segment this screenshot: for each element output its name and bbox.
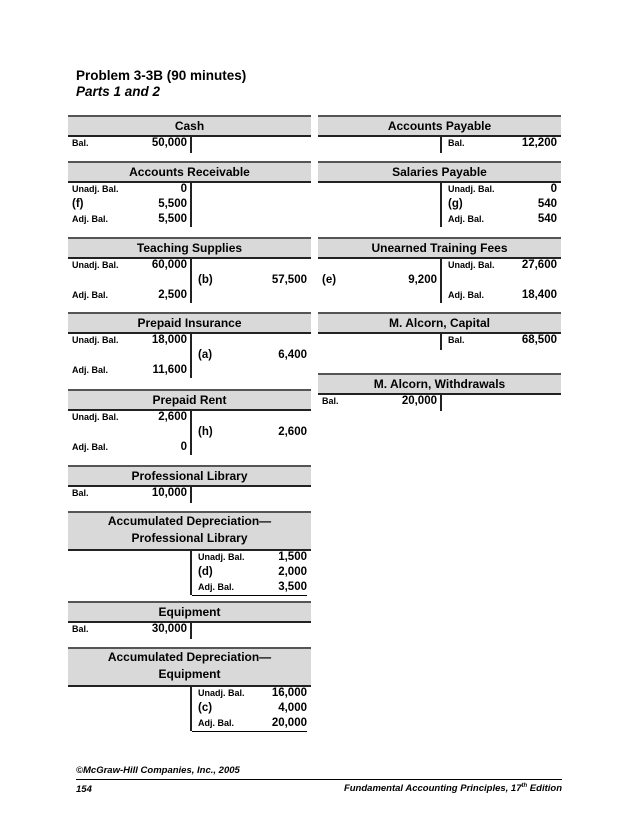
t-account-accounts-payable bbox=[318, 115, 561, 152]
adj-bal-value: 540 bbox=[537, 213, 557, 225]
t-account-accounts-receivable bbox=[68, 161, 311, 228]
t-divider bbox=[190, 487, 192, 503]
adj-a-label: (a) bbox=[198, 349, 213, 361]
adj-a-value: 6,400 bbox=[278, 349, 307, 361]
bal-label: Bal. bbox=[72, 138, 89, 148]
total-underline bbox=[192, 731, 307, 732]
t-divider bbox=[190, 411, 192, 455]
book-title bbox=[344, 783, 562, 794]
unadj-label: Unadj. Bal. bbox=[198, 688, 245, 698]
adj-e-label: (e) bbox=[322, 274, 337, 286]
t-divider bbox=[440, 259, 442, 303]
adj-bal-label: Adj. Bal. bbox=[72, 442, 109, 452]
t-account-equipment bbox=[68, 601, 311, 638]
account-title: Teaching Supplies bbox=[68, 237, 311, 259]
t-account-salaries-payable bbox=[318, 161, 561, 228]
t-divider bbox=[440, 395, 442, 411]
account-title: M. Alcorn, Capital bbox=[318, 312, 561, 334]
account-title bbox=[68, 511, 311, 551]
t-divider bbox=[190, 623, 192, 639]
account-title: Professional Library bbox=[68, 465, 311, 487]
unadj-label: Unadj. Bal. bbox=[448, 184, 495, 194]
unadj-label: Unadj. Bal. bbox=[448, 260, 495, 270]
adj-bal-label: Adj. Bal. bbox=[448, 214, 485, 224]
total-underline bbox=[192, 595, 307, 596]
account-title: Salaries Payable bbox=[318, 161, 561, 183]
adj-c-value: 4,000 bbox=[278, 702, 307, 714]
problem-title: Problem 3-3B (90 minutes) bbox=[76, 68, 247, 83]
unadj-value: 60,000 bbox=[151, 259, 187, 271]
unadj-label: Unadj. Bal. bbox=[72, 335, 119, 345]
t-divider bbox=[440, 183, 442, 227]
t-divider bbox=[190, 687, 192, 731]
adj-d-label: (d) bbox=[198, 566, 213, 578]
adj-b-value: 57,500 bbox=[271, 274, 307, 286]
t-account-unearned-training-fees bbox=[318, 237, 561, 304]
account-title: M. Alcorn, Withdrawals bbox=[318, 373, 561, 395]
unadj-value: 0 bbox=[180, 183, 187, 195]
account-title: Prepaid Rent bbox=[68, 389, 311, 411]
t-account-prepaid-rent bbox=[68, 389, 311, 456]
adj-c-label: (c) bbox=[198, 702, 213, 714]
adj-bal-value: 11,600 bbox=[152, 364, 187, 376]
t-account-accum-dep-equipment bbox=[68, 647, 311, 732]
account-title: Equipment bbox=[68, 601, 311, 623]
account-title-line1: Accumulated Depreciation— bbox=[107, 650, 272, 664]
adj-g-value: 540 bbox=[537, 198, 557, 210]
adj-bal-value: 5,500 bbox=[158, 213, 187, 225]
adj-g-label: (g) bbox=[448, 198, 463, 210]
bal-value: 68,500 bbox=[521, 334, 557, 346]
unadj-value: 2,600 bbox=[158, 411, 187, 423]
bal-label: Bal. bbox=[72, 624, 89, 634]
t-account-professional-library bbox=[68, 465, 311, 502]
unadj-value: 27,600 bbox=[521, 259, 557, 271]
bal-value: 30,000 bbox=[151, 623, 187, 635]
adj-bal-label: Adj. Bal. bbox=[198, 718, 235, 728]
bal-value: 12,200 bbox=[521, 137, 557, 149]
t-divider bbox=[440, 137, 442, 153]
problem-subtitle: Parts 1 and 2 bbox=[76, 84, 161, 99]
unadj-value: 0 bbox=[550, 183, 557, 195]
bal-value: 50,000 bbox=[151, 137, 187, 149]
account-title: Accounts Receivable bbox=[68, 161, 311, 183]
account-title-line2: Equipment bbox=[158, 667, 221, 681]
unadj-label: Unadj. Bal. bbox=[198, 552, 245, 562]
adj-bal-label: Adj. Bal. bbox=[72, 290, 109, 300]
bal-value: 10,000 bbox=[151, 487, 187, 499]
adj-bal-value: 3,500 bbox=[278, 581, 307, 593]
t-divider bbox=[440, 334, 442, 350]
unadj-label: Unadj. Bal. bbox=[72, 260, 119, 270]
footer-rule bbox=[76, 779, 562, 780]
copyright: ©McGraw-Hill Companies, Inc., 2005 bbox=[76, 765, 240, 776]
unadj-value: 1,500 bbox=[278, 551, 307, 563]
account-title: Cash bbox=[68, 115, 311, 137]
adj-e-value: 9,200 bbox=[408, 274, 437, 286]
adj-bal-label: Adj. Bal. bbox=[72, 365, 109, 375]
t-divider bbox=[190, 334, 192, 378]
adj-h-label: (h) bbox=[198, 426, 213, 438]
bal-label: Bal. bbox=[72, 488, 89, 498]
unadj-value: 18,000 bbox=[151, 334, 187, 346]
account-title: Prepaid Insurance bbox=[68, 312, 311, 334]
unadj-label: Unadj. Bal. bbox=[72, 184, 119, 194]
page-number: 154 bbox=[76, 784, 92, 795]
account-title: Unearned Training Fees bbox=[318, 237, 561, 259]
t-account-teaching-supplies bbox=[68, 237, 311, 304]
bal-label: Bal. bbox=[448, 335, 465, 345]
adj-bal-label: Adj. Bal. bbox=[198, 582, 235, 592]
t-account-accum-dep-library bbox=[68, 511, 311, 596]
account-title: Accounts Payable bbox=[318, 115, 561, 137]
bal-label: Bal. bbox=[322, 396, 339, 406]
adj-bal-label: Adj. Bal. bbox=[72, 214, 109, 224]
bal-value: 20,000 bbox=[401, 395, 437, 407]
unadj-label: Unadj. Bal. bbox=[72, 412, 119, 422]
book-title-sup: th bbox=[521, 783, 528, 789]
t-account-prepaid-insurance bbox=[68, 312, 311, 379]
t-divider bbox=[190, 259, 192, 303]
t-divider bbox=[190, 137, 192, 153]
adj-bal-value: 18,400 bbox=[521, 289, 557, 301]
account-title bbox=[68, 647, 311, 687]
adj-bal-label: Adj. Bal. bbox=[448, 290, 485, 300]
t-divider bbox=[190, 183, 192, 227]
bal-label: Bal. bbox=[448, 138, 465, 148]
adj-f-value: 5,500 bbox=[158, 198, 187, 210]
t-divider bbox=[190, 551, 192, 595]
adj-bal-value: 2,500 bbox=[158, 289, 187, 301]
t-account-withdrawals bbox=[318, 373, 561, 410]
adj-bal-value: 20,000 bbox=[271, 717, 307, 729]
unadj-value: 16,000 bbox=[271, 687, 307, 699]
t-account-cash bbox=[68, 115, 311, 152]
book-title-end: Edition bbox=[527, 783, 562, 795]
book-title-text: Fundamental Accounting Principles, 17 bbox=[343, 783, 522, 795]
adj-f-label: (f) bbox=[72, 198, 84, 210]
adj-h-value: 2,600 bbox=[278, 426, 307, 438]
account-title-line1: Accumulated Depreciation— bbox=[107, 514, 272, 528]
adj-d-value: 2,000 bbox=[278, 566, 307, 578]
t-account-capital bbox=[318, 312, 561, 349]
adj-b-label: (b) bbox=[198, 274, 213, 286]
adj-bal-value: 0 bbox=[180, 441, 187, 453]
account-title-line2: Professional Library bbox=[131, 531, 248, 545]
